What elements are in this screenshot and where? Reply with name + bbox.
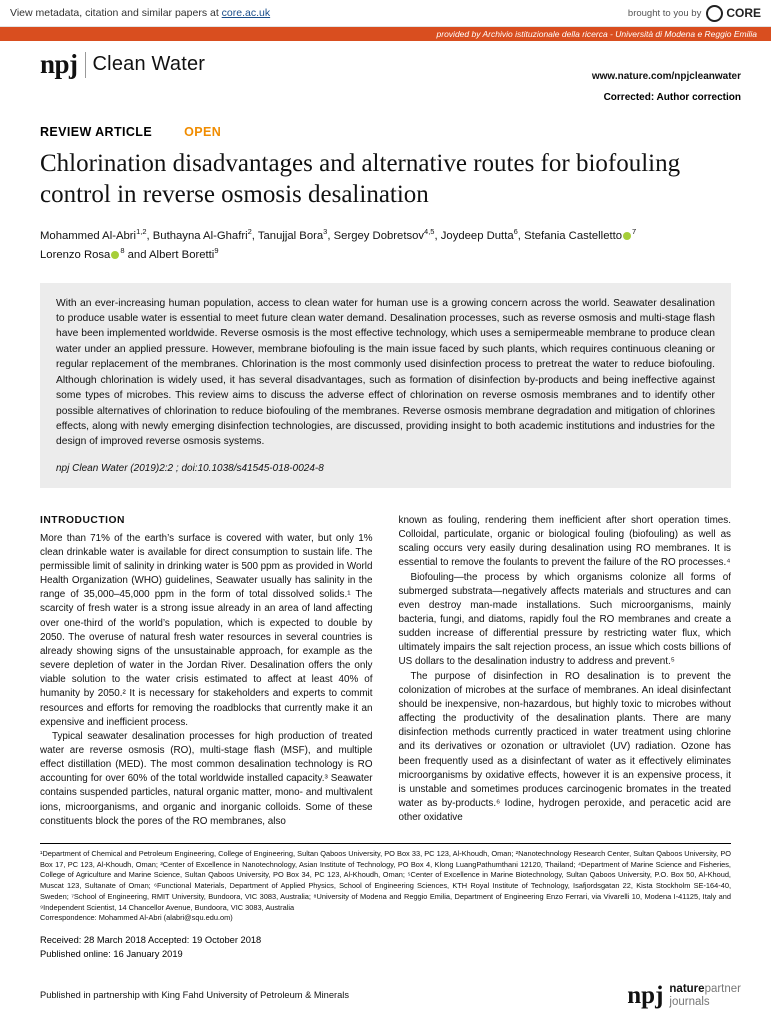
article-dates: [0, 924, 771, 961]
article-container: [0, 125, 771, 829]
core-logo: [706, 5, 761, 22]
paragraph: More than 71% of the earth’s surface is covered with water, but only 1% clean drinkable water is available for direct consumption to sustain life. The permissible limit of salinity in drinking water is 500 ppm as provided in World Health Organization (WHO) guidelines, Seawater usually has salinity in the range of 35,000–45,000 ppm in the form of total dissolved solids.¹ The scarcity of fresh water is a strong issue already in an area of land affecting over one-third of the world’s population, which is expected to double by 2050. The overuse of natural fresh water resources in several countries is already showing signs of the unsustainable approach, for example as the severe depletion of water in the Jordan River. Desalination offers the only viable solution to the water crisis estimated to affect at least 40% of humanity by 2050.² It is necessary for stakeholders and experts to commit resources and efforts for removing the roadblocks that currently make it an expensive and inefficient process.: [40, 532, 373, 728]
paragraph: The purpose of disinfection in RO desalination is to prevent the colonization of microbes at the surface of membranes. An ideal disinfectant should be inexpensive, non-hazardous, but highly toxic to microbes without affecting the productivity of the desalination plants. There are many disinfection methods currently practiced in water treatment using chlorine and its derivatives or ozonation or ultraviolet (UV) radiation. Ozone has been frequently used as a disinfectant of water as it effectively eliminates microorganisms by oxidative effects, however it is an expensive process, it is unstable and sometimes produces carcinogenic bromates in the treated water as by-products.⁶ Iodine, hydrogen peroxide, and peracetic acid are other oxidative: [398, 670, 731, 824]
paragraph: Biofouling—the process by which organisms colonize all forms of submerged substrata—negatively affects materials and structures and can even destroy man-made installations. Such microorganisms, mainly bacteria, fungi, and diatoms, rapidly foul the RO membranes and create a sudden increase of differential pressure by restricting water flux, which ultimately impairs the salt rejection process, an issue which costs billions of US dollars to the desalination industry to address and prevent.⁵: [398, 571, 731, 668]
journal-url[interactable]: www.nature.com/npjcleanwater: [591, 71, 741, 82]
author-8-sup: 9: [214, 246, 219, 256]
npj-footer-partner: partner: [704, 983, 741, 996]
npj-logo: [40, 49, 205, 80]
body-column-left: [40, 514, 373, 829]
repository-text: provided by Archivio istituzionale della ricerca - Università di Modena e Reggio Emilia: [436, 29, 757, 39]
author-8[interactable]: and Albert Boretti: [124, 249, 215, 262]
core-metadata-bar: [0, 0, 771, 27]
page-title: Chlorination disadvantages and alternative routes for biofouling control in reverse osmosis desalination: [40, 150, 681, 208]
npj-footer-wordmark: npj: [627, 982, 664, 1009]
article-citation: npj Clean Water (2019)2:2 ; doi:10.1038/s41545-018-0024-8: [56, 462, 324, 474]
npj-divider: [85, 52, 86, 78]
affiliations-block: [0, 844, 771, 924]
npj-footer-journals: journals: [669, 996, 710, 1008]
journal-header: [0, 41, 771, 86]
author-3[interactable]: , Tanujjal Bora: [251, 229, 324, 242]
author-2[interactable]: , Buthayna Al-Ghafri: [146, 229, 248, 242]
page-footer: [0, 982, 771, 1024]
body-column-right: [399, 514, 732, 829]
core-metadata-text: [10, 7, 628, 19]
paragraph: Typical seawater desalination processes for high production of treated water are reverse osmosis (RO), multi-stage flash (MSF), and multiple effect distillation (MED). The most common desalination technology is RO accounting for over 60% of the total worldwide installed capacity.³ Seawater contains suspended particles, natural organic matter, mono- and multivalent ions, microorganisms, and organic and inorganic colloids. Some of these constituents block the pores of the RO membranes, also: [40, 730, 373, 827]
author-7-sup: 8: [120, 246, 125, 256]
correspondence-text[interactable]: Correspondence: Mohammed Al-Abri (alabri@squ.edu.om): [40, 913, 233, 923]
article-kicker-row: [40, 125, 731, 139]
npj-footer-nature: nature: [669, 983, 705, 996]
npj-footer-stack: [669, 983, 741, 1009]
author-5-sup: 6: [513, 227, 518, 236]
author-7[interactable]: Lorenzo Rosa: [40, 249, 111, 262]
section-heading-introduction: INTRODUCTION: [40, 514, 125, 526]
author-4[interactable]: , Sergey Dobretsov: [327, 229, 425, 242]
correction-notice[interactable]: Corrected: Author correction: [603, 92, 741, 103]
author-1[interactable]: Mohammed Al-Abri: [40, 229, 137, 242]
abstract-text: With an ever-increasing human population, access to clean water for human use is a growing concern across the world. Seawater desalination to produce usable water is essential to meet future clean water demand. Desalination processes, such as reverse osmosis and multi-stage flash have been implemented worldwide. Reverse osmosis is the most effective technology, which uses a semipermeable membrane to produce clean water under an applied pressure. However, membrane biofouling is the main issue faced by such plants, which requires continuous cleaning or regular replacement of the membranes. Chlorination is the most commonly used disinfection process to pretreat the water to reduce biofouling. Although chlorination is widely used, it has several disadvantages, such as formation of disinfection by-products and being ineffective against some types of microbes. This review aims to discuss the adverse effect of chlorination on reverse osmosis membranes and to identify other possible alternatives of chlorination to reduce biofouling of the membranes. Reverse osmosis membrane degradation and mitigation of chlorines effects, along with newly emerging disinfection technologies, are discussed, providing insight to both academic institutions and industries for the design of improved reverse osmosis systems.: [56, 297, 715, 448]
core-brand-label: CORE: [726, 6, 761, 20]
author-1-sup: 1,2: [136, 227, 147, 236]
author-2-sup: 2: [247, 227, 252, 236]
core-metadata-prefix: View metadata, citation and similar papers at: [10, 7, 222, 19]
orcid-icon[interactable]: [623, 232, 631, 240]
author-list: [40, 226, 731, 265]
open-access-label: OPEN: [184, 125, 222, 139]
paragraph: known as fouling, rendering them inefficient after short operation times. Colloidal, particulate, organic or biological fouling (biofouling) as well as scaling occurs very easily during desalination using RO membranes. It is essential to remove the foulants to prevent the failure of the RO processes.⁴: [398, 514, 731, 569]
core-brought-by: [628, 5, 761, 22]
journal-name: Clean Water: [92, 53, 206, 75]
author-6-sup: 7: [632, 227, 637, 236]
abstract-box: [40, 283, 731, 488]
orcid-icon[interactable]: [111, 251, 119, 259]
npj-footer-logo: [627, 982, 741, 1010]
core-brought-by-label: brought to you by: [627, 7, 702, 19]
author-6[interactable]: , Stefania Castelletto: [517, 229, 623, 242]
core-mark-icon: [706, 5, 723, 22]
article-type-label: REVIEW ARTICLE: [40, 125, 153, 139]
body-columns: [40, 514, 731, 829]
repository-banner: [0, 27, 771, 41]
received-accepted-line: Received: 28 March 2018 Accepted: 19 October 2018: [40, 935, 262, 946]
author-4-sup: 4,5: [424, 227, 435, 236]
published-line: Published online: 16 January 2019: [40, 948, 183, 959]
npj-wordmark: npj: [40, 49, 78, 79]
core-metadata-link[interactable]: core.ac.uk: [221, 7, 271, 19]
published-in-partnership: Published in partnership with King Fahd University of Petroleum & Minerals: [40, 990, 350, 1000]
author-3-sup: 3: [323, 227, 328, 236]
affiliations-text: ¹Department of Chemical and Petroleum Engineering, College of Engineering, Sultan Qaboos University, PO Box 33, PC 123, Al-Khoudh, Oman; ²Nanotechnology Research Center, Sultan Qaboos University, PO Box 17, PC 123, Al-Khoudh, Oman; ³Center of Excellence in Nanotechnology, Asian Institute of Technology, PO Box 4, Klong LuangPathumthani 12120, Thailand; ⁴Department of Marine Science and Fisheries, College of Agriculture and Marine Science, Sultan Qaboos University, PO Box 34, PC 123, Al-Khoudh, Oman; ⁵Center of Excellence in Marine Biotechnology, Sultan Qaboos University, P.O. Box 50, Al-Khoud, Muscat 123, Sultanate of Oman; ⁶Functional Materials, Department of Applied Physics, School of Engineering Sciences, KTH Royal Institute of Technology, Isafjordsgatan 22, Kista Stockholm SE-164-40, Sweden; ⁷School of Engineering, RMIT University, Bundoora, VIC 3083, Australia; ⁸University of Modena and Reggio Emilia, Department of Engineering Enzo Ferrari, via Vivarelli 10, Modena I-41125, Italy and ⁹Independent Scientist, 14 Chancellor Avenue, Bundoora, VIC 3083, Australia: [40, 848, 731, 912]
author-5[interactable]: , Joydeep Dutta: [434, 229, 514, 242]
